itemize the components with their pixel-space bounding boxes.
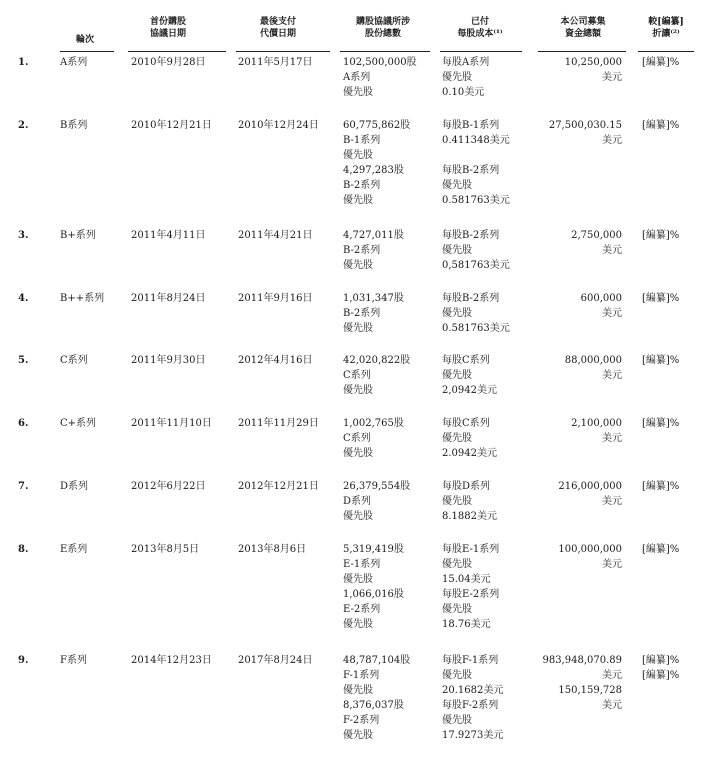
cell-line: B-1系列 [343,135,381,146]
cell-line: 優先股 [343,574,373,585]
cell-date2: 2011年4月21日 [238,230,313,241]
cell-line: A系列 [343,72,371,83]
cell-line: E-1系列 [343,559,381,570]
cell-cost [442,479,532,524]
header-round: 輪次 [75,35,94,45]
cell-line: 美元 [602,433,622,444]
cell-no: 1. [18,57,29,68]
header-shares: 購股協議所涉 股份總數 [355,17,410,39]
cell-line: 1,066,016股 [343,589,404,600]
cell-round: D系列 [60,481,89,492]
cell-line: 1,031,347股 [343,293,404,304]
cell-line: 優先股 [442,715,472,726]
cell-discount [642,118,702,133]
cell-round: B++系列 [60,293,105,304]
cell-cost [442,653,532,743]
cell-line: F-1系列 [343,670,380,681]
cell-line: [編纂]% [642,481,680,492]
cell-line: C系列 [343,370,371,381]
cell-funds [528,291,622,321]
header-rule [340,51,430,52]
cell-date2: 2013年8月6日 [238,544,307,555]
cell-line: 每股A系列 [442,57,490,68]
cell-discount [642,653,702,683]
header-payment-date: 最後支付 代價日期 [259,17,296,39]
cell-line: 20.1682美元 [442,685,504,696]
cell-funds [528,542,622,572]
cell-line: 8,376,037股 [343,700,404,711]
header-rule [236,51,330,52]
cell-shares [343,479,433,524]
cell-funds [528,353,622,383]
cell-shares [343,228,433,273]
cell-line: 每股F-2系列 [442,700,499,711]
cell-date2: 2011年9月16日 [238,293,313,304]
cell-line [442,148,532,163]
cell-line: 216,000,000 [558,481,622,492]
cell-cost [442,55,532,100]
cell-date2: 2012年4月16日 [238,355,313,366]
cell-no: 4. [18,293,29,304]
cell-date2: 2011年5月17日 [238,57,313,68]
cell-round: F系列 [60,655,87,666]
cell-line: 600,000 [580,293,622,304]
cell-funds [528,55,622,85]
cell-line: 0.581763美元 [442,323,510,334]
cell-line: 優先股 [343,260,373,271]
cell-line: 優先股 [343,385,373,396]
cell-line: 每股B-2系列 [442,230,500,241]
cell-line: B-2系列 [343,180,381,191]
cell-line: 每股F-1系列 [442,655,499,666]
cell-line: 5,319,419股 [343,544,404,555]
header-discount: 較[編纂] 折讓⁽²⁾ [648,17,684,39]
cell-line: C系列 [343,433,371,444]
cell-no: 7. [18,481,29,492]
cell-line: 優先股 [343,619,373,630]
cell-line: 優先股 [343,685,373,696]
header-funds: 本公司募集 資金總額 [560,17,606,39]
cell-line: 27,500,030.15 [548,120,622,131]
cell-line: 美元 [602,496,622,507]
cell-line: 15.04美元 [442,574,491,585]
cell-line: 8.1882美元 [442,511,497,522]
cell-line: [編纂]% [642,293,680,304]
cell-line: [編纂]% [642,655,680,666]
cell-date1: 2010年9月28日 [131,57,206,68]
header-rule [128,51,226,52]
cell-discount [642,228,702,243]
header-rule [538,51,626,52]
cell-no: 6. [18,418,29,429]
cell-line: B-2系列 [343,245,381,256]
cell-line: 0.411348美元 [442,135,510,146]
cell-cost [442,353,532,398]
cell-no: 5. [18,355,29,366]
cell-line: 88,000,000 [564,355,622,366]
cell-line: 每股E-2系列 [442,589,500,600]
cell-date1: 2013年8月5日 [131,544,200,555]
cell-cost [442,228,532,273]
cell-date1: 2011年11月10日 [131,418,212,429]
cell-line: 2,750,000 [571,230,622,241]
cell-line: 每股B-1系列 [442,120,500,131]
cell-line: 0.10美元 [442,87,485,98]
cell-round: B系列 [60,120,88,131]
cell-line: 2,0942美元 [442,385,497,396]
cell-line: [編纂]% [642,670,680,681]
cell-line: 17.9273美元 [442,730,504,741]
cell-line: 每股B-2系列 [442,165,500,176]
cell-no: 8. [18,544,29,555]
header-rule [60,51,114,52]
cell-line: F-2系列 [343,715,380,726]
cell-line: 優先股 [442,370,472,381]
cell-no: 3. [18,230,29,241]
cell-line: 18.76美元 [442,619,491,630]
cell-line: 150,159,728 [558,685,622,696]
cell-shares [343,291,433,336]
cell-line: 優先股 [343,730,373,741]
cell-line: 26,379,554股 [343,481,411,492]
cell-discount [642,542,702,557]
cell-line: 優先股 [442,72,472,83]
cell-shares [343,653,433,743]
cell-cost [442,118,532,208]
cell-discount [642,416,702,431]
cell-shares [343,416,433,461]
cell-line: 美元 [602,700,622,711]
cell-date2: 2010年12月24日 [238,120,319,131]
cell-date2: 2017年8月24日 [238,655,313,666]
cell-round: E系列 [60,544,88,555]
cell-line: [編纂]% [642,355,680,366]
cell-line: 美元 [602,559,622,570]
cell-line: 60,775,862股 [343,120,411,131]
cell-line: 優先股 [343,323,373,334]
cell-line: 優先股 [442,496,472,507]
cell-line: 優先股 [442,670,472,681]
cell-funds [528,228,622,258]
cell-line: 優先股 [343,87,373,98]
cell-line: 2,100,000 [571,418,622,429]
cell-shares [343,353,433,398]
header-rule [440,51,522,52]
cell-line: 4,727,011股 [343,230,404,241]
cell-round: C+系列 [60,418,97,429]
cell-line: D系列 [343,496,372,507]
cell-date1: 2014年12月23日 [131,655,212,666]
cell-line: 優先股 [442,559,472,570]
cell-date1: 2011年4月11日 [131,230,206,241]
cell-round: C系列 [60,355,88,366]
cell-date1: 2012年6月22日 [131,481,206,492]
cell-line: E-2系列 [343,604,381,615]
cell-funds [528,416,622,446]
cell-shares [343,55,433,100]
cell-line: [編纂]% [642,230,680,241]
cell-line: 優先股 [343,511,373,522]
cell-line: 983,948,070.89 [542,655,622,666]
cell-line: 每股C系列 [442,355,490,366]
cell-funds [528,479,622,509]
cell-line: 優先股 [442,604,472,615]
cell-line: 每股E-1系列 [442,544,500,555]
cell-round: B+系列 [60,230,96,241]
cell-line: 美元 [602,670,622,681]
cell-line: 100,000,000 [558,544,622,555]
cell-line: [編纂]% [642,120,680,131]
cell-line: 優先股 [343,448,373,459]
cell-round: A系列 [60,57,88,68]
header-agreement-date: 首份購股 協議日期 [149,17,186,39]
cell-line: 美元 [602,370,622,381]
cell-discount [642,55,702,70]
cell-date1: 2011年8月24日 [131,293,206,304]
cell-line: 優先股 [442,180,472,191]
cell-date2: 2012年12月21日 [238,481,319,492]
cell-line: [編纂]% [642,418,680,429]
cell-no: 9. [18,655,29,666]
cell-discount [642,353,702,368]
cell-line: 0.581763美元 [442,195,510,206]
cell-discount [642,479,702,494]
cell-shares [343,542,433,632]
cell-line: [編纂]% [642,57,680,68]
cell-line: 2.0942美元 [442,448,497,459]
header-rule [638,51,694,52]
cell-line: 1,002,765股 [343,418,404,429]
cell-date1: 2011年9月30日 [131,355,206,366]
cell-line: 每股D系列 [442,481,491,492]
cell-line: 42,020,822股 [343,355,411,366]
cell-line: 美元 [602,245,622,256]
cell-line: 102,500,000股 [343,57,417,68]
cell-line: 10,250,000 [564,57,622,68]
cell-cost [442,291,532,336]
cell-date1: 2010年12月21日 [131,120,212,131]
cell-line: 每股C系列 [442,418,490,429]
cell-line: 0,581763美元 [442,260,510,271]
header-cost: 已付 每股成本⁽¹⁾ [457,17,503,39]
cell-cost [442,542,532,632]
cell-line: 優先股 [442,308,472,319]
cell-funds [528,118,622,148]
cell-line: 優先股 [442,433,472,444]
cell-line: 美元 [602,72,622,83]
cell-line: 48,787,104股 [343,655,411,666]
cell-line: 每股B-2系列 [442,293,500,304]
cell-line: 優先股 [343,150,373,161]
cell-discount [642,291,702,306]
cell-line: [編纂]% [642,544,680,555]
cell-no: 2. [18,120,29,131]
cell-line: 4,297,283股 [343,165,404,176]
cell-cost [442,416,532,461]
cell-funds [528,653,622,713]
cell-date2: 2011年11月29日 [238,418,319,429]
cell-line: 美元 [602,308,622,319]
cell-line: 優先股 [343,195,373,206]
cell-line: 美元 [602,135,622,146]
cell-line: 優先股 [442,245,472,256]
cell-line: B-2系列 [343,308,381,319]
cell-shares [343,118,433,208]
